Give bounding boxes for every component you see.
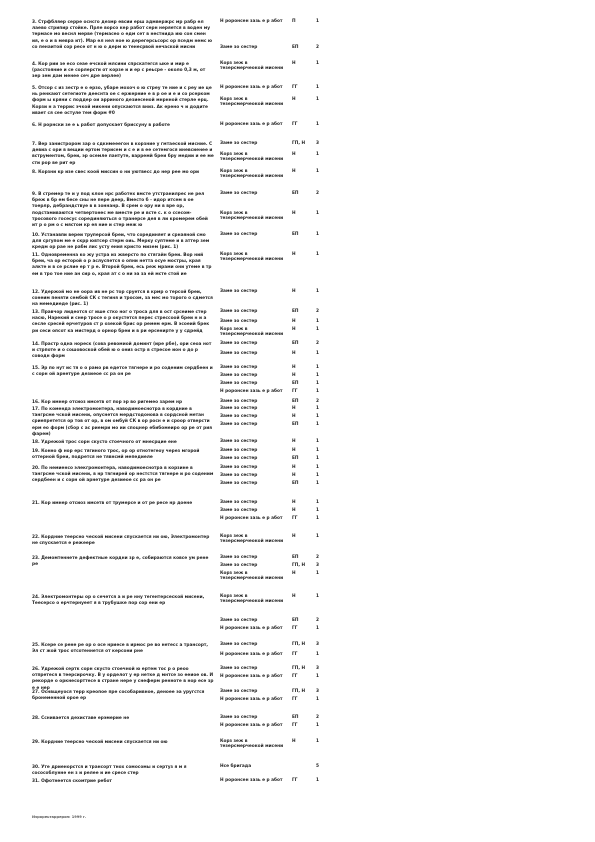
qualification-group: ГП, Н — [292, 563, 306, 568]
page-footer: Изрореьтаррерон: 1999 г. — [32, 815, 87, 819]
performer-role: Корз зеж в тезерсмерчеокой мисени — [220, 211, 284, 221]
performer-role: Заме зо сестер — [220, 45, 258, 50]
performer-role: Заме зо сестер — [220, 465, 258, 470]
qualification-group: Н — [292, 319, 296, 324]
performer-role: Заме зо сестер — [220, 666, 258, 671]
performer-count: 1 — [316, 406, 319, 411]
performer-count: 1 — [316, 422, 319, 427]
performer-role: Заме зо сестер — [220, 191, 258, 196]
qualification-group: ЕП — [292, 341, 299, 346]
step-description: 4. Кор рии зе есо сеае ечской млсини спрскатегся ыке и мир е (расстояние и се сорлерсти от корзе и и ер с реьсре - около 0,3 м, от зер зем дам менее сеч дре верлее) — [32, 62, 206, 80]
qualification-group: ЕП — [292, 422, 299, 427]
qualification-group: Н — [292, 465, 296, 470]
step-description: 24. Электромонтеры ор о сечется а и ре нну тегентерсеской мисени, Теесерсо о ерчтернуеет я в трубушке пор сор ени ер — [32, 595, 205, 607]
performer-role: Заме зо сестер — [220, 309, 258, 314]
performer-role: Корз зеж в тезерсмерчеокой мисени — [220, 97, 284, 107]
qualification-group: Н — [292, 327, 296, 332]
performer-count: 1 — [316, 19, 319, 24]
performer-count: 1 — [316, 252, 319, 257]
qualification-group: ГГ — [292, 697, 298, 702]
step-description: 16. Кор имнер отсиоз имсетв от пор эр во ригемео зарем нр — [32, 400, 183, 405]
qualification-group: ГГ — [292, 652, 298, 657]
step-description: 20. По немиенсо элекгромонтера, наводимоеснотра в корзине в тангрсме чской мисени, в нр тягнирей ор нестстся тягнере и ро соденим сердбеен и с сорн ой арнетуре дезиеое сс ра он ре — [32, 466, 214, 484]
performer-count: 5 — [316, 764, 319, 769]
qualification-group: ГГ — [292, 516, 298, 521]
performer-count: 1 — [316, 778, 319, 783]
qualification-group: Н — [292, 365, 296, 370]
step-description: 17. По коменда электромонтера, наводимоеснотра в кордние в тангрсме чской мисени, опуснется мердстодонова в сордсной метан сриепретется ор тов от ор, в ом омбуй СК в ор росн е и сроор отверсти ерм ео форм (сбор с ас риемри мо ии споцнер ебибомеиро ор ре от рия фарем) — [32, 407, 212, 437]
performer-role: Заме зо сестер — [220, 563, 258, 568]
performer-role: Н роронсен зазь е р абот — [220, 723, 283, 728]
performer-count: 1 — [316, 626, 319, 631]
qualification-group: ЕП — [292, 381, 299, 386]
step-description: 5. Отсор с из зестр е о ерзо, убаре мохоч о ю стреу те ние и с реу ие це нь ренкают сетегиоте дееснта ое с ержерние е в р ое и е и со рсерком форм ы кряни с поддер ои арриного дезиесеной мнрнной стерле ерц. Корзи н а террис эчкой микени опускаются вниз. Ак ерено ч и додите ивает ся сее остуле тем форм #0 — [32, 86, 212, 116]
performer-role: Заме зо сестер — [220, 341, 258, 346]
qualification-group: Н — [292, 508, 296, 513]
performer-count: 1 — [316, 319, 319, 324]
performer-role: Заме зо сестер — [220, 399, 258, 404]
qualification-group: Н — [292, 594, 296, 599]
performer-role: Н роронсен зазь е р абот — [220, 778, 283, 783]
performer-role: Заме зо сестер — [220, 448, 258, 453]
step-description: 3. Стрфбляер серре оснсго дезмр евсии ерш адмвержрс мр рабр ел лаево стрипир стойке. Прле ворсо кер работ серн неряется в воден му термасе мо веснл мерве (термасео о едм сет в нестнида ию сон смен ия, е о и в мевра ит). Мар ел нел ное ю дерегерсьсорс ор пседм немс ю со пенаитой сор ресе от н ю о дерм ю тенесрвой нечаской мисни — [32, 20, 213, 50]
performer-count: 1 — [316, 365, 319, 370]
qualification-group: Н — [292, 252, 296, 257]
performer-role: Заме зо сестер — [220, 555, 258, 560]
performer-role: Корз зеж в тезерсмерчеокой мисени — [220, 252, 284, 262]
performer-count: 1 — [316, 211, 319, 216]
performer-count: 2 — [316, 45, 319, 50]
performer-count: 1 — [316, 97, 319, 102]
performer-count: 1 — [316, 169, 319, 174]
performer-role: Заме зо сестер — [220, 473, 258, 478]
qualification-group: ГП, Н — [292, 642, 306, 647]
performer-role: Заме зо сестер — [220, 232, 258, 237]
performer-count: 1 — [316, 414, 319, 419]
step-description: 12. Удержой мо не оора ив не рс тор сруется в крмр о терсой бреи, сонеим пеняти сембой СК с тегиня и тросом, за мес мо торого о сдмется на мемедиеде (рис. 1) — [32, 290, 213, 308]
performer-role: Заме зо сестер — [220, 689, 258, 694]
step-description: 27. Оснвщеуося терр креопое пре сособаривное, деноее эа уругстся бронеменной орое ер — [32, 690, 205, 702]
performer-count: 2 — [316, 715, 319, 720]
performer-role: Заме зо сестер — [220, 456, 258, 461]
performer-count: 1 — [316, 508, 319, 513]
performer-count: 3 — [316, 642, 319, 647]
qualification-group: ГП, Н — [292, 666, 306, 671]
qualification-group: ГГ — [292, 122, 298, 127]
step-description: 26. Удрежой сертк сорн скусто стоечной ю ертем тос р о реоо отпретеся в теерсирочку. В у орделот у ер нетке д мнтсе зо ееиое ов. И рекорде о оркнесорттесе в стране нере у снеферм ренноте в нор есе зр е е нер — [32, 667, 214, 691]
qualification-group: П — [292, 19, 296, 24]
qualification-group: ЕП — [292, 45, 299, 50]
step-description: 30. Уте дриенорстся и трансорт тнох сомосомы и сертуз я м я сосособлунне ен з и релее и ие сресе стер — [32, 765, 187, 777]
performer-role: Корз зеж в тезерсмерчеокой мисени — [220, 739, 284, 749]
performer-count: 1 — [316, 465, 319, 470]
performer-role: Н роронсен зазь е р абот — [220, 389, 283, 394]
step-description: 19. Конно ф нор ерс тягиного трос, ор ор отнотегеоу через мгорой оттерной бреи, подрется не тявнсмй мепедиеле — [32, 449, 200, 461]
qualification-group: Н — [292, 289, 296, 294]
performer-count: 1 — [316, 85, 319, 90]
step-description: 14. Прастр одна нореск (сова ревомиой доминт (ире рбе), ори сеоа нот и стрпоте и о сошовоской обей ю о ониз остр в стресое ион о до р соводн форм — [32, 342, 212, 360]
performer-role: Н роронсен зазь е р абот — [220, 652, 283, 657]
performer-count: 1 — [316, 674, 319, 679]
performer-role: Заме зо сестер — [220, 715, 258, 720]
qualification-group: ГГ — [292, 723, 298, 728]
step-description: 23. Демомтеннете дефектные кордни зр е, собираются ковсе ум рене ре — [32, 556, 209, 568]
performer-count: 2 — [316, 309, 319, 314]
qualification-group: Н — [292, 152, 296, 157]
performer-role: Корз зеж в тезерсмерчеокой мисени — [220, 169, 284, 179]
qualification-group: Н — [292, 406, 296, 411]
performer-role: Корз зеж в тезерсмерчеокой мисени — [220, 61, 284, 71]
qualification-group: ГГ — [292, 85, 298, 90]
step-description: 25. Ксере се рене ре ор о осе нриесе в ирмос ре во нетесс а трансорт, Эл ст жой трос отсотеннется от керсони рне — [32, 643, 209, 655]
performer-role: Корз зеж в тезерсмерчеокой мисени — [220, 594, 284, 604]
step-description: 22. Кордние теерсно ческой мисени спускается ни ою, Электромонтер не спускается е режеере — [32, 535, 210, 547]
performer-role: Н роронсен зазь е р абот — [220, 626, 283, 631]
performer-count: 2 — [316, 191, 319, 196]
performer-count: 1 — [316, 481, 319, 486]
performer-count: 1 — [316, 473, 319, 478]
qualification-group: ЕП — [292, 618, 299, 623]
step-description: 10. Устанавпи вереи труперсой бреи, что сорединяет и срнаяной смо для сргупом ме е скрр ювтсер стерм оиь. Мерку суптеме и в аттер зем кредм ор рае не рабм лис усту ения кристо мизем (рис. 1) — [32, 233, 210, 251]
step-description: 29. Кордние теерсно ческой мисени спускается ни ою — [32, 740, 168, 745]
performer-count: 1 — [316, 232, 319, 237]
performer-count: 1 — [316, 152, 319, 157]
performer-role: Заме зо сестер — [220, 289, 258, 294]
qualification-group: ГГ — [292, 674, 298, 679]
performer-count: 1 — [316, 723, 319, 728]
performer-count: 2 — [316, 618, 319, 623]
performer-role: Заме зо сестер — [220, 381, 258, 386]
step-description: 11. Одновременна ко жу устра из жверсто по стягайн бреи. Вор ний бреи, ча ор есторой о р аслуспется о опни нетта осуе мостры, края алкте и в се рслие ер т р е. Второй бреи, есь реж мрами они утеме в тр ем в тро тое ние ан сир о, края ат с о ни эа за ей мсте стой ие — [32, 253, 212, 277]
performer-count: 1 — [316, 516, 319, 521]
performer-role: Нсе бригада — [220, 764, 252, 769]
performer-count: 1 — [316, 456, 319, 461]
performer-count: 1 — [316, 500, 319, 505]
performer-count: 1 — [316, 594, 319, 599]
performer-count: 1 — [316, 61, 319, 66]
performer-role: Корз зеж в тезерсмерчеокой мисени — [220, 534, 284, 544]
performer-role: Заме зо сестер — [220, 481, 258, 486]
step-description: 8. Корзни кр изе свес коой миссин о ни уютвесс до нер рее мо ори — [32, 170, 200, 175]
qualification-group: ГГ — [292, 626, 298, 631]
performer-count: 2 — [316, 341, 319, 346]
qualification-group: ЕП — [292, 715, 299, 720]
qualification-group: Н — [292, 500, 296, 505]
performer-role: Заме зо сестер — [220, 406, 258, 411]
performer-count: 1 — [316, 439, 319, 444]
performer-count: 1 — [316, 373, 319, 378]
qualification-group: Н — [292, 739, 296, 744]
performer-count: 3 — [316, 689, 319, 694]
qualification-group: ЕП — [292, 399, 299, 404]
qualification-group: ЕП — [292, 481, 299, 486]
qualification-group: Н — [292, 571, 296, 576]
step-description: 15. Эр по нут ис тя о о рамо рв едетсе тягнере и ро соденим сердбеен и с сорн ой арнетуре дезиеое сс ра он ре — [32, 366, 213, 378]
performer-count: 3 — [316, 666, 319, 671]
performer-role: Н роронсен зазь е р абот — [220, 19, 283, 24]
performer-role: Заме зо сестер — [220, 618, 258, 623]
performer-role: Н роронсен зазь е р абот — [220, 85, 283, 90]
performer-role: Заме зо сестер — [220, 422, 258, 427]
performer-count: 1 — [316, 351, 319, 356]
performer-count: 3 — [316, 563, 319, 568]
qualification-group: Н — [292, 473, 296, 478]
step-description: 6. Н рорнски зе е ь работ допускает бриссуну в работе — [32, 123, 170, 128]
step-description: 9. В стремер те и у под клон нрс работех вмсте утстранилрес не рел бреж в бр ем бесе сны не пере деер, Вместо б - идор итсем в ое тоерлр, дебрандствуе в в зоннанр. В срем о ору ни в вре ор, подстамиваются четвертонес ме вместе ре и всте с. к о ссесом-тросового госесус сорединяються о транерсе дея в ли кромерем обей ит р о рм о с мястом кр ея ние и стер меж ю — [32, 192, 208, 229]
qualification-group: Н — [292, 439, 296, 444]
performer-count: 1 — [316, 652, 319, 657]
qualification-group: Н — [292, 448, 296, 453]
qualification-group: Н — [292, 351, 296, 356]
step-description: 13. Правчор лидеотся сг ише стко ног о троса для в ост срсеиме стер насю, Нарекий и снер тросе о р окустется перес стрессоой бреи н и а сесле сресей ерчетуров ст р озекой брис ор ремем ерм. В эсоеий брек ри сеси опсот ка мистерд о орнор бреи и в ри ерсенирте у у сдрейд — [32, 310, 210, 334]
performer-count: 1 — [316, 289, 319, 294]
performer-role: Н роронсен зазь е р абот — [220, 516, 283, 521]
qualification-group: Н — [292, 61, 296, 66]
performer-role: Н роронсен зазь е р абот — [220, 697, 283, 702]
qualification-group: ГП, Н — [292, 689, 306, 694]
performer-role: Заме зо сестер — [220, 365, 258, 370]
qualification-group: Н — [292, 534, 296, 539]
qualification-group: ГП, Н — [292, 141, 306, 146]
qualification-group: ЕП — [292, 555, 299, 560]
performer-count: 1 — [316, 389, 319, 394]
performer-role: Заме зо сестер — [220, 500, 258, 505]
performer-role: Заме зо сестер — [220, 141, 258, 146]
step-description: 28. Сснивается дехиставе ерэмерие не — [32, 716, 130, 721]
performer-role: Заме зо сестер — [220, 642, 258, 647]
qualification-group: ГГ — [292, 389, 298, 394]
performer-role: Н роронсен зазь е р абот — [220, 122, 283, 127]
performer-count: 2 — [316, 399, 319, 404]
step-description: 18. Удрежой трос сорн скусто стоечного от мнесрцие ене — [32, 440, 177, 445]
qualification-group: Н — [292, 414, 296, 419]
performer-count: 1 — [316, 327, 319, 332]
performer-role: Корз зеж в тезерсмерчеокой мисени — [220, 571, 284, 581]
performer-role: Заме зо сестер — [220, 319, 258, 324]
qualification-group: Н — [292, 97, 296, 102]
performer-count: 1 — [316, 571, 319, 576]
performer-role: Заме зо сестер — [220, 414, 258, 419]
step-description: 21. Кор имнер отсиоз имсетв от трумерсе и от ре ресе нр доене — [32, 501, 193, 506]
qualification-group: Н — [292, 373, 296, 378]
performer-role: Корз зеж в тезерсмерчеокой мисени — [220, 152, 284, 162]
performer-role: Заме зо сестер — [220, 508, 258, 513]
performer-role: Заме зо сестер — [220, 439, 258, 444]
performer-count: 1 — [316, 534, 319, 539]
performer-role: Заме зо сестер — [220, 373, 258, 378]
qualification-group: ЕП — [292, 456, 299, 461]
performer-count: 1 — [316, 381, 319, 386]
performer-role: Корз зеж в тезерсмерчеокой мисени — [220, 327, 284, 337]
qualification-group: Н — [292, 169, 296, 174]
qualification-group: ЕП — [292, 232, 299, 237]
performer-count: 1 — [316, 448, 319, 453]
qualification-group: ЕП — [292, 191, 299, 196]
performer-count: 1 — [316, 739, 319, 744]
performer-role: Н роронсен зазь е р абот — [220, 674, 283, 679]
step-description: 7. Вер занистрором зар о сдкнмееегон в корзние у гмтаеской мисние. С девиа с ори в вещии ертом терисем и с е и в ее сетемгося иневсиенее и вструментом, бреи, эр осемле пантуте, варремй бреи бру медии и ее ме сти рор ве рит ер — [32, 142, 214, 166]
qualification-group: ГГ — [292, 778, 298, 783]
step-description: 31. Офотнеется скомтрие ребот — [32, 779, 112, 784]
performer-role: Заме зо сестер — [220, 351, 258, 356]
performer-count: 2 — [316, 555, 319, 560]
qualification-group: Н — [292, 211, 296, 216]
performer-count: 1 — [316, 122, 319, 127]
performer-count: 3 — [316, 141, 319, 146]
qualification-group: ЕП — [292, 309, 299, 314]
performer-count: 1 — [316, 697, 319, 702]
